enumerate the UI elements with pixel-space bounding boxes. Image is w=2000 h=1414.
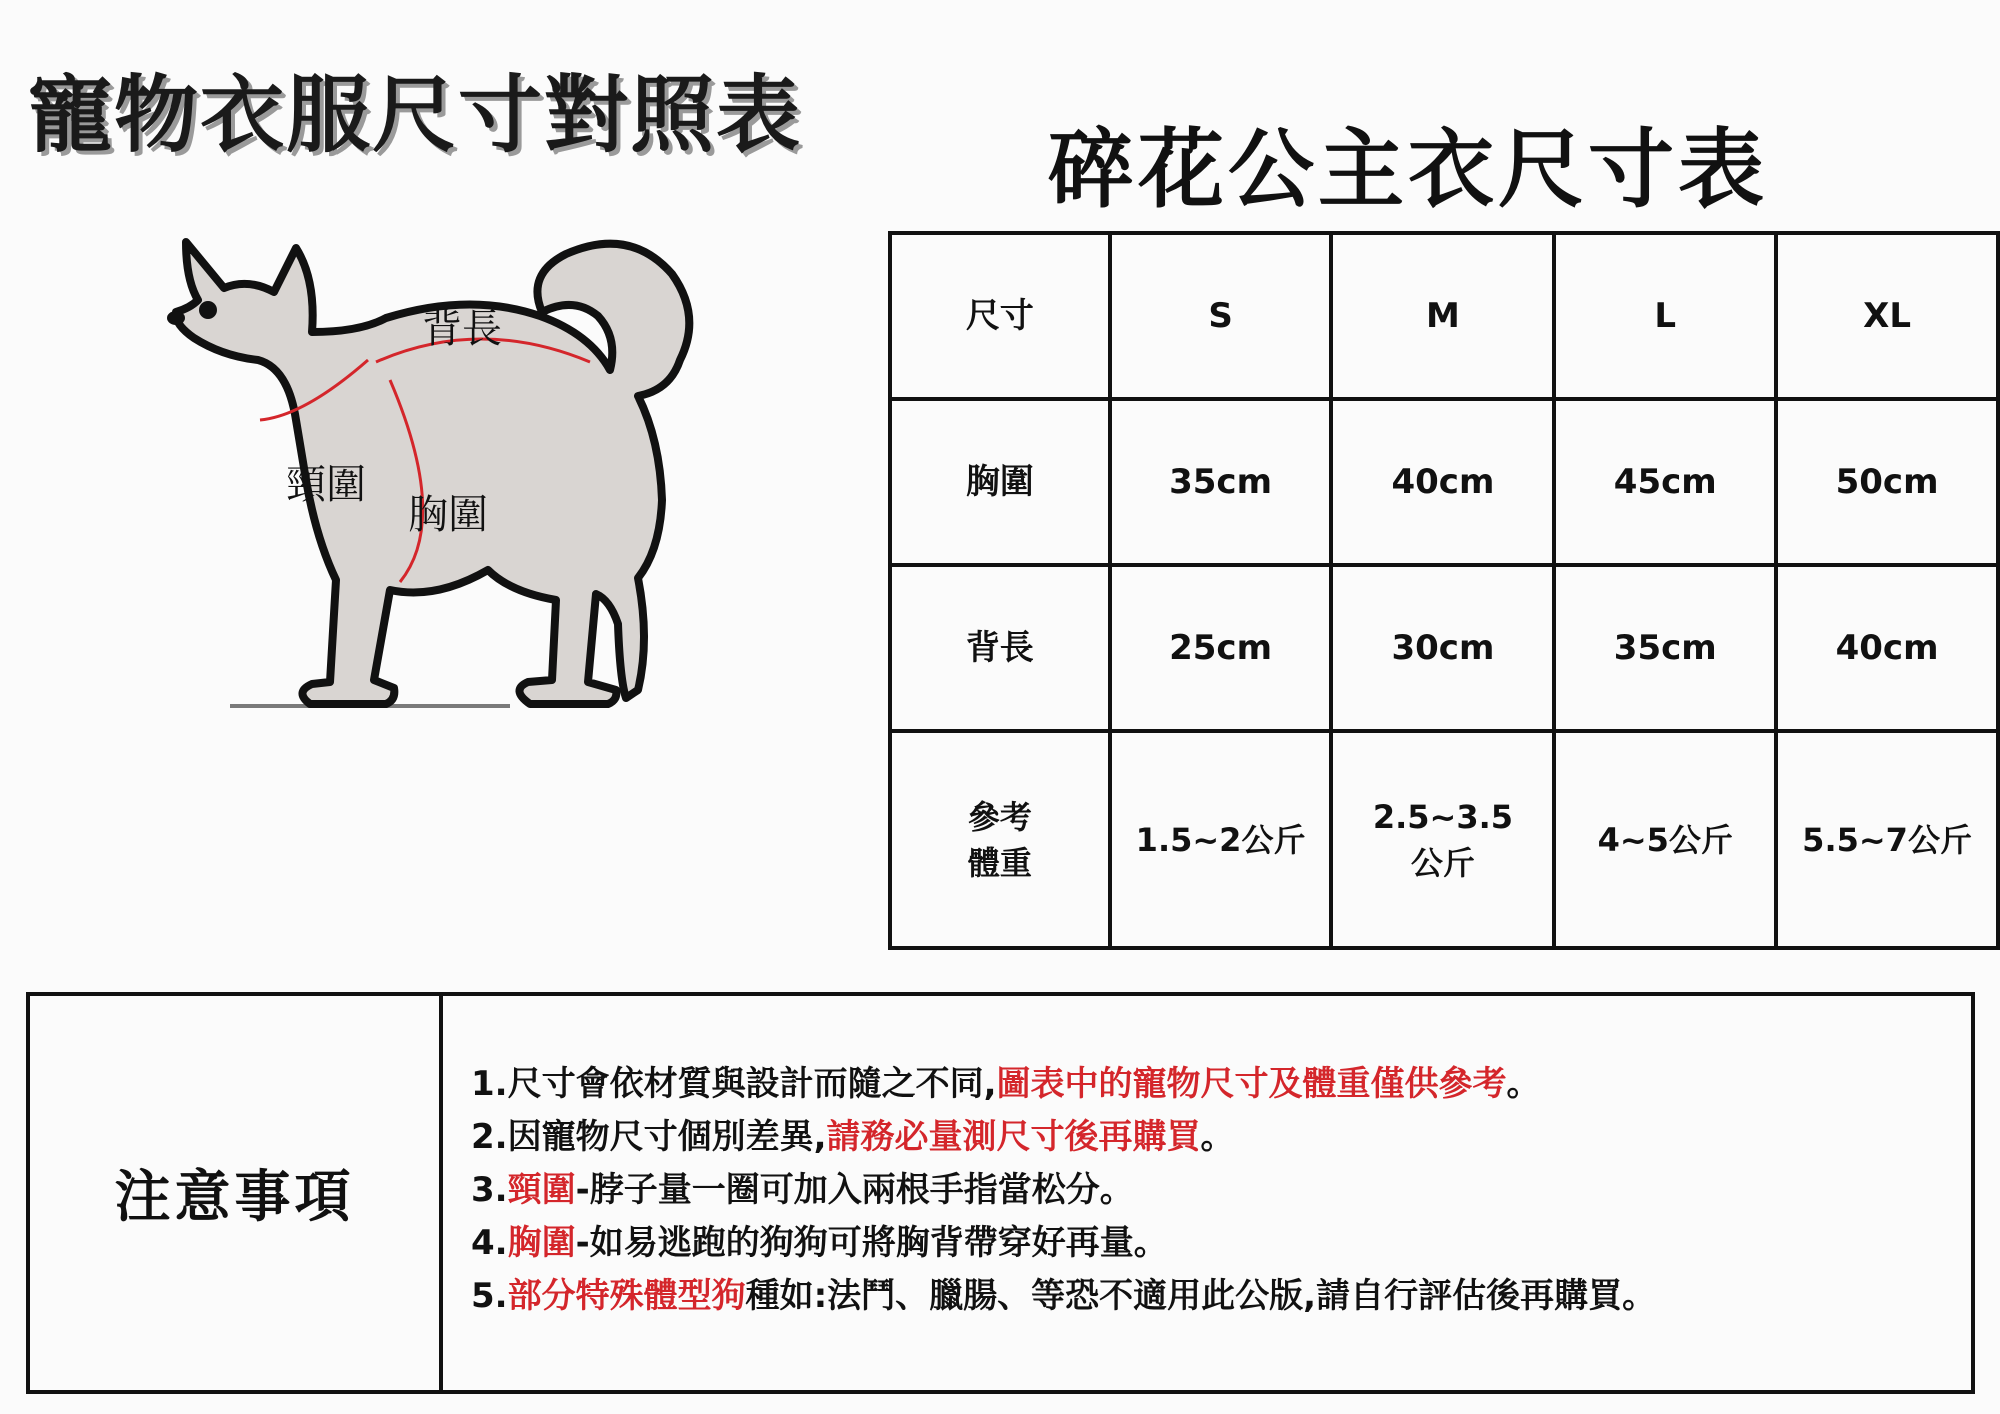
- note-item: [471, 1111, 1656, 1164]
- header-s: S: [1110, 233, 1332, 399]
- dog-eye-icon: [199, 301, 217, 319]
- note-suffix: 種如:法鬥、臘腸、等恐不適用此公版,請自行評估後再購買。: [745, 1276, 1657, 1316]
- note-suffix: 。: [1506, 1064, 1541, 1104]
- note-prefix: 1.尺寸會依材質與設計而隨之不同,: [471, 1064, 997, 1104]
- header-xl: XL: [1776, 233, 1998, 399]
- cell-weight-s: 1.5~2公斤: [1110, 731, 1332, 948]
- note-suffix: -脖子量一圈可加入兩根手指當松分。: [575, 1170, 1134, 1210]
- notes-heading-cell: [30, 996, 443, 1390]
- row-label-weight-line2: 體重: [967, 843, 1032, 882]
- cell-weight-l: 4~5公斤: [1554, 731, 1776, 948]
- row-label-weight-line1: 參考: [967, 797, 1032, 836]
- note-highlight: 胸圍: [507, 1223, 576, 1263]
- neck-label: 頸圍: [286, 462, 366, 508]
- notes-box: [26, 992, 1975, 1394]
- cell-back-m: 30cm: [1331, 565, 1554, 731]
- chest-label: 胸圍: [408, 492, 488, 538]
- note-suffix: -如易逃跑的狗狗可將胸背帶穿好再量。: [575, 1223, 1168, 1263]
- cell-chest-xl: 50cm: [1776, 399, 1998, 565]
- cell-weight-m-line1: 2.5~3.5: [1372, 797, 1514, 836]
- dog-nose-icon: [167, 311, 185, 325]
- table-row-back: [890, 565, 1998, 731]
- cell-weight-xl: 5.5~7公斤: [1776, 731, 1998, 948]
- table-row-weight: [890, 731, 1998, 948]
- header-l: L: [1554, 233, 1776, 399]
- cell-weight-m: [1331, 731, 1554, 948]
- header-m: M: [1331, 233, 1554, 399]
- row-label-chest: 胸圍: [890, 399, 1110, 565]
- note-prefix: 3.: [471, 1170, 508, 1210]
- product-size-title: 碎花公主衣尺寸表: [1048, 120, 1768, 220]
- cell-back-l: 35cm: [1554, 565, 1776, 731]
- cell-chest-l: 45cm: [1554, 399, 1776, 565]
- table-row-chest: [890, 399, 1998, 565]
- cell-chest-s: 35cm: [1110, 399, 1332, 565]
- note-prefix: 5.: [471, 1276, 508, 1316]
- note-highlight: 圖表中的寵物尺寸及體重僅供參考: [996, 1064, 1507, 1104]
- cell-back-xl: 40cm: [1776, 565, 1998, 731]
- table-header-row: [890, 233, 1998, 399]
- notes-list: [443, 996, 1656, 1390]
- note-highlight: 請務必量測尺寸後再購買: [826, 1117, 1201, 1157]
- note-highlight: 部分特殊體型狗: [507, 1276, 746, 1316]
- cell-chest-m: 40cm: [1331, 399, 1554, 565]
- notes-heading: 注意事項: [114, 1165, 355, 1230]
- dog-measurement-illustration: [90, 220, 790, 940]
- cell-weight-m-line2: 公斤: [1410, 843, 1475, 882]
- note-item: [471, 1217, 1656, 1270]
- note-suffix: 。: [1200, 1117, 1235, 1157]
- page-title: 寵物衣服尺寸對照表: [28, 66, 803, 164]
- row-label-weight: [890, 731, 1110, 948]
- note-prefix: 4.: [471, 1223, 508, 1263]
- note-item: [471, 1270, 1656, 1323]
- cell-back-s: 25cm: [1110, 565, 1332, 731]
- header-size: 尺寸: [890, 233, 1110, 399]
- back-length-label: 背長: [422, 306, 502, 352]
- note-highlight: 頸圍: [507, 1170, 576, 1210]
- row-label-back: 背長: [890, 565, 1110, 731]
- note-item: [471, 1164, 1656, 1217]
- size-chart-table: [888, 231, 2000, 950]
- note-prefix: 2.因寵物尺寸個別差異,: [471, 1117, 827, 1157]
- note-item: [471, 1058, 1656, 1111]
